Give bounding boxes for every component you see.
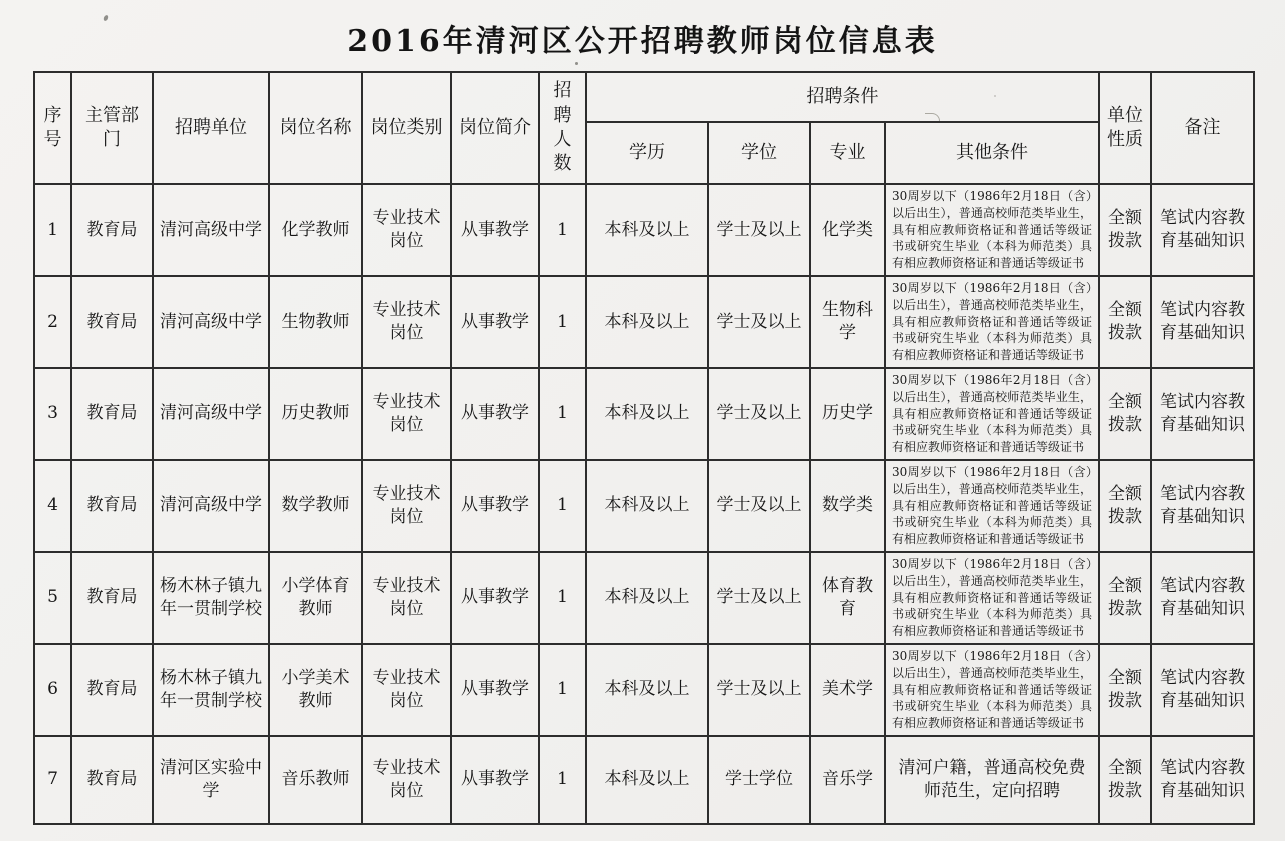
job-info-table: [33, 71, 1255, 825]
cell-major: 体育教育: [810, 552, 885, 644]
header-post-desc: 岗位简介: [451, 72, 539, 184]
cell-unit-nature: 全额拨款: [1099, 276, 1151, 368]
cell-unit-nature: 全额拨款: [1099, 552, 1151, 644]
cell-other: 清河户籍，普通高校免费师范生，定向招聘: [885, 736, 1099, 824]
header-post-type: 岗位类别: [362, 72, 451, 184]
cell-major: 美术学: [810, 644, 885, 736]
table-header: [34, 72, 1254, 184]
cell-seq: 3: [34, 368, 71, 460]
table-row: [34, 184, 1254, 276]
cell-post-name: 音乐教师: [269, 736, 362, 824]
cell-headcount: 1: [539, 276, 586, 368]
cell-unit-nature: 全额拨款: [1099, 368, 1151, 460]
cell-post-desc: 从事教学: [451, 644, 539, 736]
cell-major: 化学类: [810, 184, 885, 276]
cell-post-type: 专业技术岗位: [362, 184, 451, 276]
cell-degree: 学士及以上: [708, 644, 810, 736]
cell-other: 30周岁以下（1986年2月18日（含）以后出生），普通高校师范类毕业生，具有相应教师资格证和普通话等级证书或研究生毕业（本科为师范类）具有相应教师资格证和普通话等级证书: [885, 368, 1099, 460]
cell-department: 教育局: [71, 276, 153, 368]
table-row: [34, 552, 1254, 644]
table-row: [34, 368, 1254, 460]
cell-headcount: 1: [539, 368, 586, 460]
cell-department: 教育局: [71, 184, 153, 276]
cell-degree: 学士及以上: [708, 460, 810, 552]
cell-major: 音乐学: [810, 736, 885, 824]
cell-education: 本科及以上: [586, 368, 708, 460]
cell-headcount: 1: [539, 460, 586, 552]
page-title: 2016年清河区公开招聘教师岗位信息表: [347, 24, 938, 59]
cell-unit: 清河高级中学: [153, 368, 269, 460]
header-seq: 序号: [34, 72, 71, 184]
cell-remarks: 笔试内容教育基础知识: [1151, 276, 1254, 368]
cell-post-name: 数学教师: [269, 460, 362, 552]
cell-major: 历史学: [810, 368, 885, 460]
cell-post-type: 专业技术岗位: [362, 644, 451, 736]
cell-post-desc: 从事教学: [451, 736, 539, 824]
cell-education: 本科及以上: [586, 736, 708, 824]
cell-unit-nature: 全额拨款: [1099, 460, 1151, 552]
cell-post-desc: 从事教学: [451, 460, 539, 552]
cell-remarks: 笔试内容教育基础知识: [1151, 736, 1254, 824]
cell-post-desc: 从事教学: [451, 184, 539, 276]
cell-post-desc: 从事教学: [451, 552, 539, 644]
cell-other: 30周岁以下（1986年2月18日（含）以后出生），普通高校师范类毕业生，具有相应教师资格证和普通话等级证书或研究生毕业（本科为师范类）具有相应教师资格证和普通话等级证书: [885, 184, 1099, 276]
cell-degree: 学士及以上: [708, 368, 810, 460]
cell-other: 30周岁以下（1986年2月18日（含）以后出生），普通高校师范类毕业生，具有相应教师资格证和普通话等级证书或研究生毕业（本科为师范类）具有相应教师资格证和普通话等级证书: [885, 276, 1099, 368]
cell-unit-nature: 全额拨款: [1099, 644, 1151, 736]
cell-seq: 1: [34, 184, 71, 276]
cell-unit: 清河高级中学: [153, 184, 269, 276]
cell-unit: 清河高级中学: [153, 460, 269, 552]
cell-major: 数学类: [810, 460, 885, 552]
header-department: 主管部门: [71, 72, 153, 184]
cell-remarks: 笔试内容教育基础知识: [1151, 184, 1254, 276]
cell-post-type: 专业技术岗位: [362, 736, 451, 824]
cell-post-name: 小学体育教师: [269, 552, 362, 644]
cell-degree: 学士学位: [708, 736, 810, 824]
cell-department: 教育局: [71, 644, 153, 736]
cell-headcount: 1: [539, 184, 586, 276]
cell-seq: 5: [34, 552, 71, 644]
table-body: [34, 184, 1254, 824]
cell-seq: 4: [34, 460, 71, 552]
cell-unit: 清河高级中学: [153, 276, 269, 368]
cell-education: 本科及以上: [586, 276, 708, 368]
cell-unit: 杨木林子镇九年一贯制学校: [153, 552, 269, 644]
cell-other: 30周岁以下（1986年2月18日（含）以后出生），普通高校师范类毕业生，具有相应教师资格证和普通话等级证书或研究生毕业（本科为师范类）具有相应教师资格证和普通话等级证书: [885, 552, 1099, 644]
cell-other: 30周岁以下（1986年2月18日（含）以后出生），普通高校师范类毕业生，具有相应教师资格证和普通话等级证书或研究生毕业（本科为师范类）具有相应教师资格证和普通话等级证书: [885, 460, 1099, 552]
cell-remarks: 笔试内容教育基础知识: [1151, 368, 1254, 460]
cell-post-name: 化学教师: [269, 184, 362, 276]
cell-education: 本科及以上: [586, 644, 708, 736]
cell-post-name: 生物教师: [269, 276, 362, 368]
header-degree: 学位: [708, 122, 810, 184]
cell-post-type: 专业技术岗位: [362, 552, 451, 644]
cell-remarks: 笔试内容教育基础知识: [1151, 644, 1254, 736]
cell-headcount: 1: [539, 644, 586, 736]
cell-remarks: 笔试内容教育基础知识: [1151, 552, 1254, 644]
cell-post-type: 专业技术岗位: [362, 460, 451, 552]
cell-post-type: 专业技术岗位: [362, 368, 451, 460]
cell-education: 本科及以上: [586, 552, 708, 644]
cell-department: 教育局: [71, 460, 153, 552]
cell-headcount: 1: [539, 736, 586, 824]
cell-seq: 6: [34, 644, 71, 736]
cell-seq: 7: [34, 736, 71, 824]
table-row: [34, 460, 1254, 552]
cell-degree: 学士及以上: [708, 276, 810, 368]
header-other: 其他条件: [885, 122, 1099, 184]
cell-seq: 2: [34, 276, 71, 368]
cell-department: 教育局: [71, 736, 153, 824]
header-remarks: 备注: [1151, 72, 1254, 184]
cell-post-name: 小学美术教师: [269, 644, 362, 736]
table-row: [34, 276, 1254, 368]
header-conditions-group: 招聘条件: [586, 72, 1099, 122]
scan-speck: [575, 62, 578, 65]
header-unit: 招聘单位: [153, 72, 269, 184]
cell-education: 本科及以上: [586, 460, 708, 552]
cell-post-desc: 从事教学: [451, 276, 539, 368]
cell-major: 生物科学: [810, 276, 885, 368]
header-major: 专业: [810, 122, 885, 184]
cell-department: 教育局: [71, 368, 153, 460]
cell-unit-nature: 全额拨款: [1099, 736, 1151, 824]
cell-post-desc: 从事教学: [451, 368, 539, 460]
cell-post-name: 历史教师: [269, 368, 362, 460]
cell-headcount: 1: [539, 552, 586, 644]
header-post-name: 岗位名称: [269, 72, 362, 184]
table-row: [34, 644, 1254, 736]
header-headcount: 招聘人数: [539, 72, 586, 184]
cell-post-type: 专业技术岗位: [362, 276, 451, 368]
cell-degree: 学士及以上: [708, 552, 810, 644]
header-education: 学历: [586, 122, 708, 184]
cell-remarks: 笔试内容教育基础知识: [1151, 460, 1254, 552]
cell-department: 教育局: [71, 552, 153, 644]
cell-unit: 清河区实验中学: [153, 736, 269, 824]
header-unit-nature: 单位性质: [1099, 72, 1151, 184]
cell-other: 30周岁以下（1986年2月18日（含）以后出生），普通高校师范类毕业生，具有相应教师资格证和普通话等级证书或研究生毕业（本科为师范类）具有相应教师资格证和普通话等级证书: [885, 644, 1099, 736]
cell-education: 本科及以上: [586, 184, 708, 276]
cell-unit-nature: 全额拨款: [1099, 184, 1151, 276]
cell-unit: 杨木林子镇九年一贯制学校: [153, 644, 269, 736]
table-row: [34, 736, 1254, 824]
cell-degree: 学士及以上: [708, 184, 810, 276]
